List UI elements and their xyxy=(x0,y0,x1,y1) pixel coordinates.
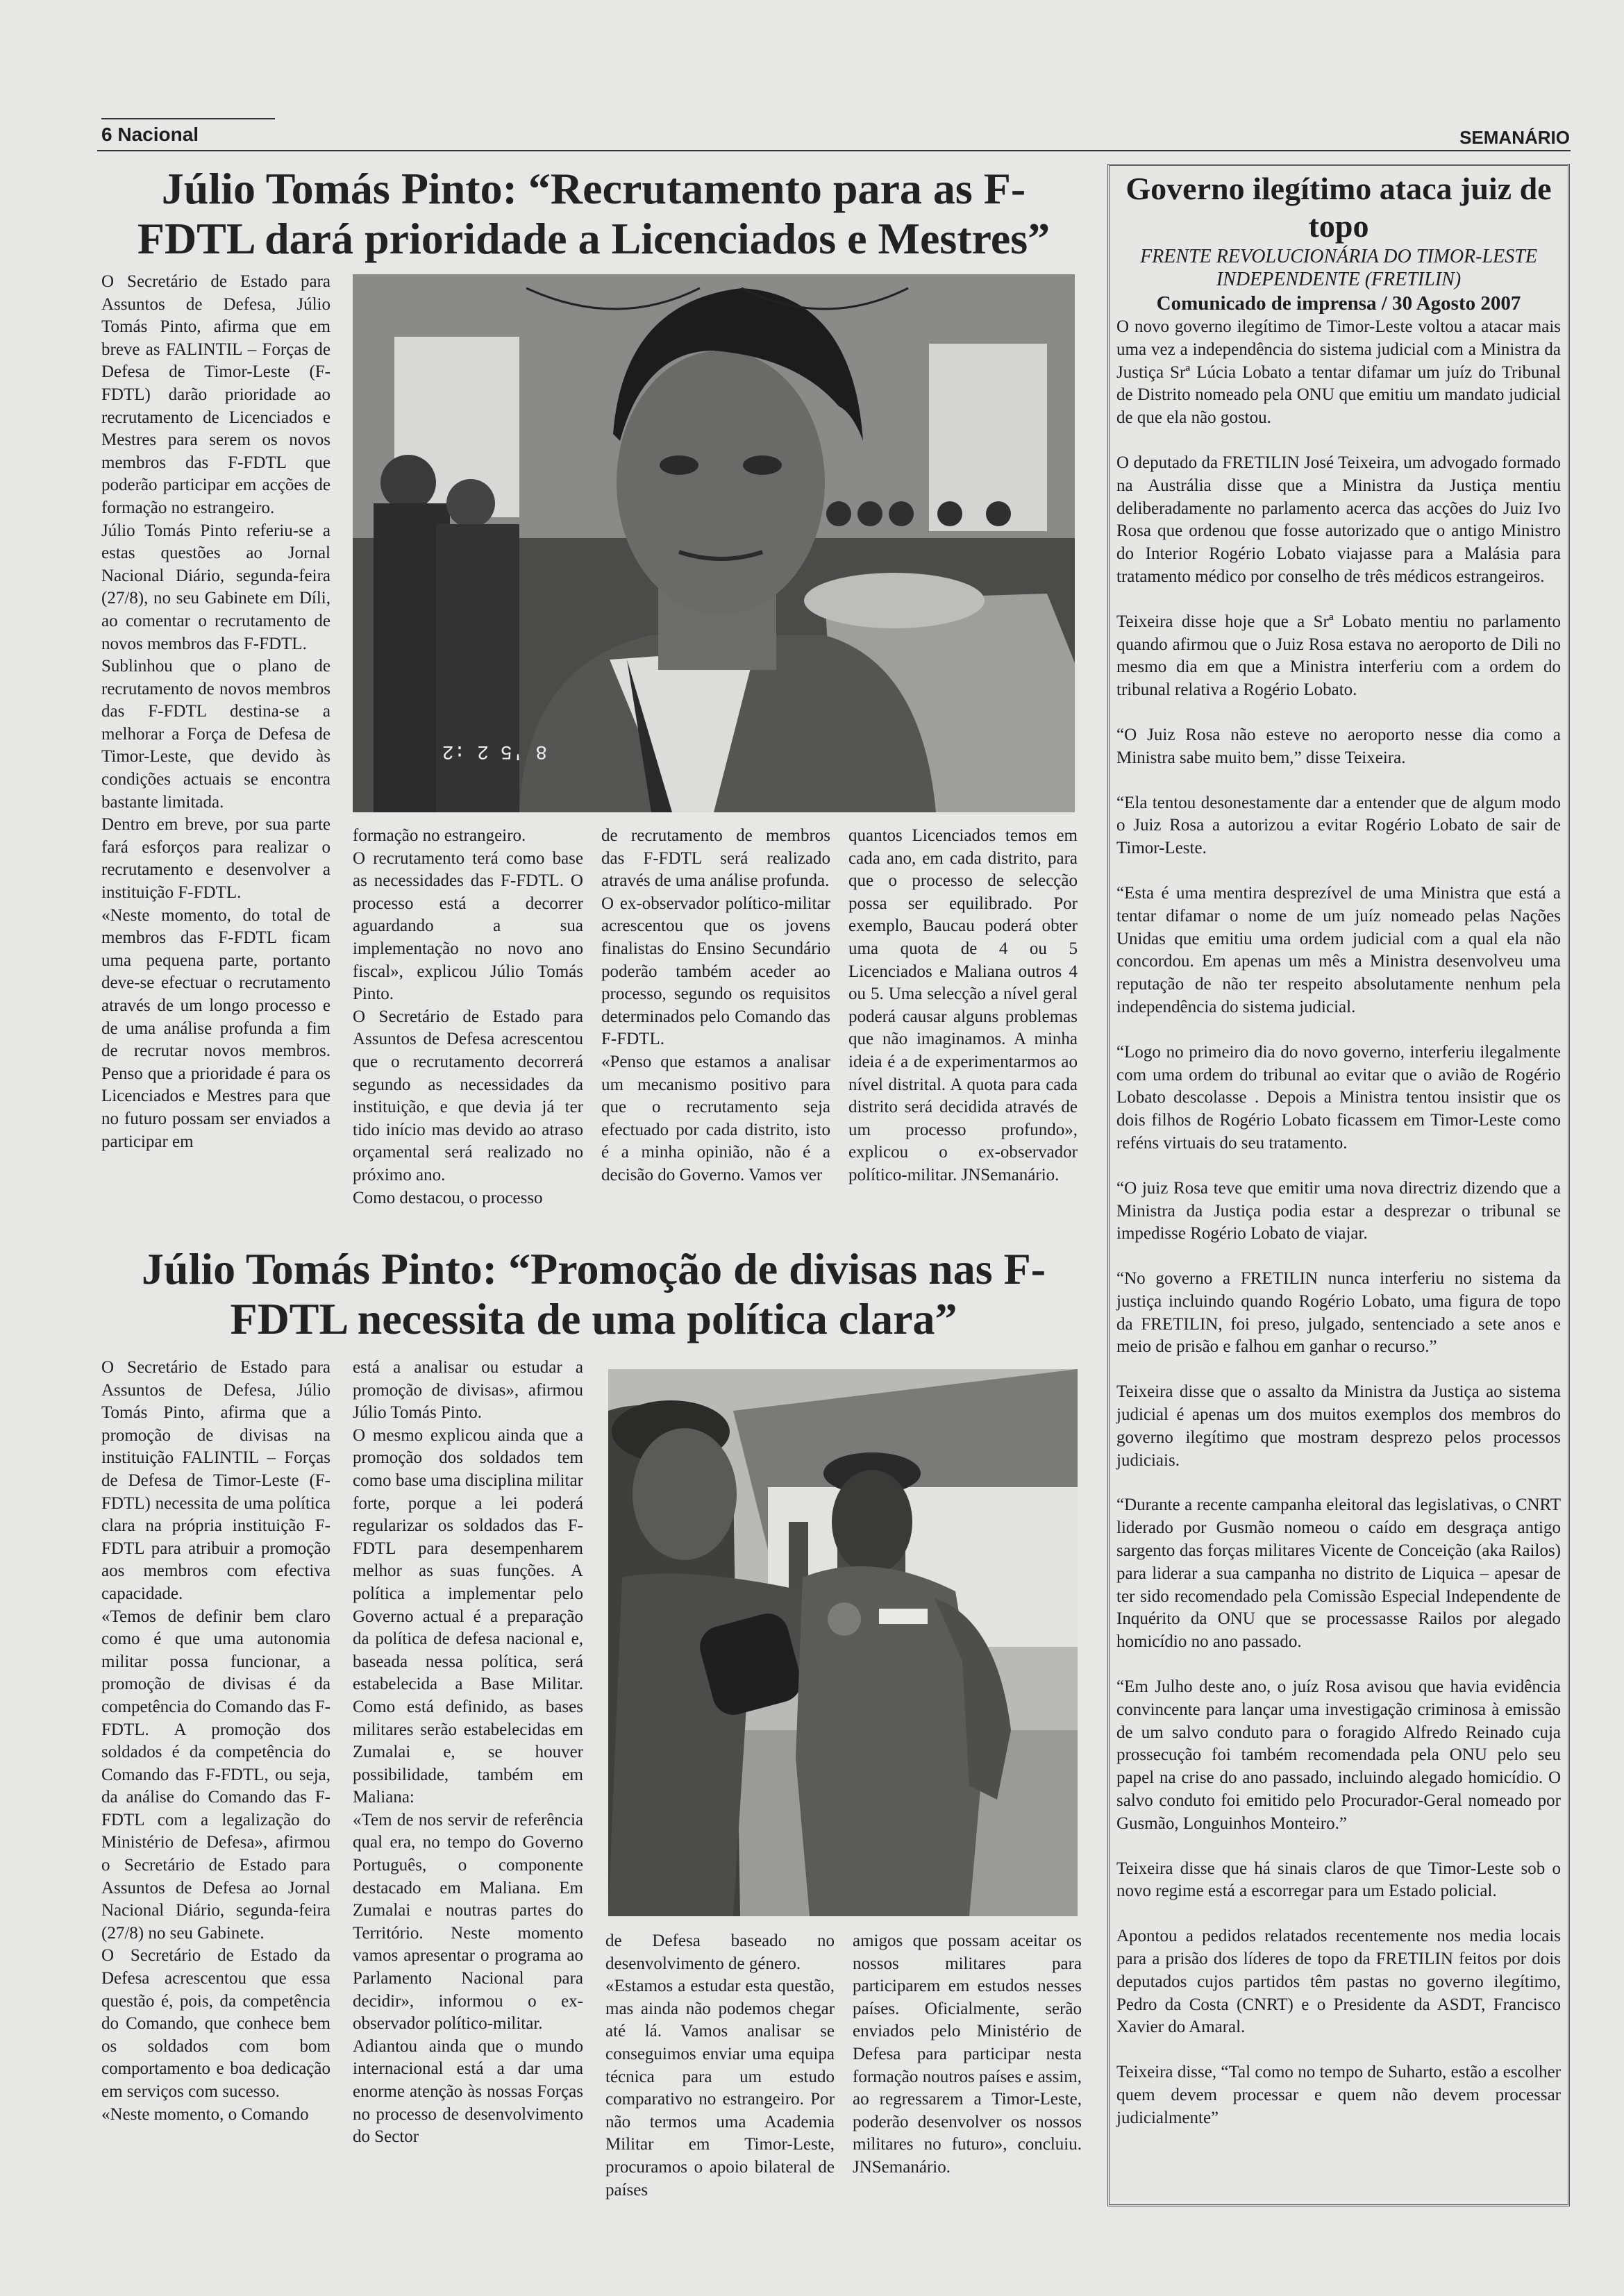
paragraph: Teixeira disse que há sinais claros de que Timor-Leste sob o novo regime está a escorregar para um Estado policial. xyxy=(1116,1859,1561,1901)
paragraph: «Estamos a estudar esta questão, mas ainda não podemos chegar até lá. Vamos analisar se conseguimos enviar uma equipa técnica para um estudo comparativo no estrangeiro. Por não termos uma Academia Militar em Timor-Leste, procuramos o apoio bilateral de países xyxy=(605,1977,835,2199)
paragraph: “No governo a FRETILIN nunca interferiu no sistema da justiça incluindo quando Rogério Lobato, uma figura de topo da FRETILIN, foi preso, julgado, sentenciado a sete anos e meio de prisão e falhou em ganhar o recurso.” xyxy=(1116,1269,1561,1357)
paragraph: formação no estrangeiro. xyxy=(353,826,526,845)
paragraph: Teixeira disse, “Tal como no tempo de Suharto, estão a escolher quem devem processar e quem não devem processar judicialmente” xyxy=(1116,2063,1561,2127)
paragraph: “Logo no primeiro dia do novo governo, interferiu ilegalmente com uma ordem do tribunal ao evitar que o avião de Rogério Lobato descolasse . Depois a Ministra tentou insistir que os dois filhos de Rogério Lobato ficassem em Timor-Leste como reféns virtuais do seu tratamento. xyxy=(1116,1042,1561,1153)
sidebar-date-line: Comunicado de imprensa / 30 Agosto 2007 xyxy=(1156,292,1521,315)
portrait-photo-image xyxy=(353,274,1075,812)
paragraph: “Durante a recente campanha eleitoral das legislativas, o CNRT liderado por Gusmão nomeou o caído em desgraça antigo sargento das forças militares Vicente de Conceição (aka Railos) para liderar a sua campanha no distrito de Liquica – apesar de ter sido recomendado pela Comissão Especial Independente de Inquérito da ONU que se processasse Railos por alegado homicídio no ano passado. xyxy=(1116,1495,1561,1652)
paragraph: «Neste momento, do total de membros das F-FDTL ficam uma pequena parte, portanto deve-se efectuar o recrutamento através de um longo processo e de uma análise profunda a fim de recrutar novos membros. Penso que a prioridade é para os Licenciados e Mestres para que no futuro possam ser enviados a participar em xyxy=(101,905,330,1151)
paragraph: “Esta é uma mentira desprezível de uma Ministra que está a tentar difamar o nome de um juíz nomeado pelas Nações Unidas que emitiu uma ordem judicial com a qual ela não concordou. Em apenas um mês a Ministra desenvolveu uma reputação de não ter respeito absolutamente nenhum pela independência do sistema judicial. xyxy=(1116,883,1561,1016)
paragraph: está a analisar ou estudar a promoção de divisas», afirmou Júlio Tomás Pinto. xyxy=(353,1358,583,1423)
paragraph: Teixeira disse hoje que a Srª Lobato mentiu no parlamento quando afirmou que o Juiz Rosa estava no aeroporto de Dili no mesmo dia em que a Ministra interferiu com a ordem do tribunal relativa a Rogério Lobato. xyxy=(1116,612,1561,700)
header-short-rule xyxy=(101,118,275,119)
article1-column-2 xyxy=(353,825,583,1241)
paragraph: «Temos de definir bem claro como é que uma autonomia militar possa funcionar, a promoção de divisas é da competência do Comando das F-FDTL. A promoção dos soldados é da competência do Comando das F-FDTL, ou seja, da análise do Comando das F-FDTL com a legalização do Ministério de Defesa», afirmou o Secretário de Estado para Assuntos de Defesa ao Jornal Nacional Diário, segunda-feira (27/8) no seu Gabinete. xyxy=(101,1607,330,1943)
paragraph: Júlio Tomás Pinto referiu-se a estas questões ao Jornal Nacional Diário, segunda-feira (27/8), no seu Gabinete em Díli, ao comentar o recrutamento de novos membros das F-FDTL. xyxy=(101,521,330,653)
article1-column-4 xyxy=(848,825,1078,1241)
paragraph: Dentro em breve, por sua parte fará esforços para realizar o recrutamento e desenvolver a instituição F-FDTL. xyxy=(101,815,330,903)
press-release-sidebar xyxy=(1107,164,1570,2206)
article2-column-1 xyxy=(101,1357,330,2211)
article2-headline: Júlio Tomás Pinto: “Promoção de divisas nas F-FDTL necessita de uma política clara” xyxy=(141,1244,1046,1343)
article1-column-1 xyxy=(101,271,330,1236)
paragraph: «Tem de nos servir de referência qual era, no tempo do Governo Português, o componente destacado em Maliana. Em Zumalai e noutras partes do Território. Neste momento vamos apresentar o programa ao Parlamento Nacional para decidir», informou o ex-observador político-militar. xyxy=(353,1810,583,2034)
article2-column-4 xyxy=(853,1930,1082,2208)
page-section-label: 6 Nacional xyxy=(101,124,199,145)
sidebar-body xyxy=(1116,316,1561,2130)
sidebar-organization: FRENTE REVOLUCIONÁRIA DO TIMOR-LESTE INDEPENDENTE (FRETILIN) xyxy=(1140,246,1537,290)
paragraph: Como destacou, o processo xyxy=(353,1188,543,1207)
paragraph: Sublinhou que o plano de recrutamento de novos membros das F-FDTL destina-se a melhorar a Força de Defesa de Timor-Leste, que devido às condições actuais se encontra bastante limitada. xyxy=(101,657,330,812)
paragraph: «Neste momento, o Comando xyxy=(101,2104,309,2124)
paragraph: “O Juiz Rosa não esteve no aeroporto nesse dia como a Ministra sabe muito bem,” disse Teixeira. xyxy=(1116,725,1561,767)
paragraph: O Secretário de Estado para Assuntos de Defesa, Júlio Tomás Pinto, afirma que em breve as FALINTIL – Forças de Defesa de Timor-Leste (F-FDTL) darão prioridade ao recrutamento de Licenciados e Mestres para serem os novos membros das F-FDTL que poderão participar em acções de formação no estrangeiro. xyxy=(101,272,330,517)
newspaper-brand: SEMANÁRIO xyxy=(1459,127,1570,148)
paragraph: de Defesa baseado no desenvolvimento de género. xyxy=(605,1932,835,1973)
article2-photo xyxy=(608,1369,1078,1916)
sidebar-title: Governo ilegítimo ataca juiz de topo xyxy=(1125,171,1552,244)
paragraph: amigos que possam aceitar os nossos militares para participarem em estudos nesses países. Oficialmente, serão enviados pelo Ministério de Defesa para participar nesta formação noutros países e assim, ao regressarem a Timor-Leste, poderão desenvolver os nossos militares no futuro», concluiu. JNSemanário. xyxy=(853,1932,1082,2177)
paragraph: O deputado da FRETILIN José Teixeira, um advogado formado na Austrália disse que a Ministra da Justiça mentiu deliberadamente no parlamento acerca das acções do Juiz Ivo Rosa que ordenou que fosse autorizado que o antigo Ministro do Interior Rogério Lobato viajasse para a Malásia para tratamento médico por conselho de três médicos estrangeiros. xyxy=(1116,453,1561,586)
paragraph: O mesmo explicou ainda que a promoção dos soldados tem como base uma disciplina militar forte, porque a lei poderá regularizar os soldados das F-FDTL para desempenharem melhor as suas funções. A política a implementar pelo Governo actual é a preparação da política de defesa nacional e, baseada nessa política, será estabelecida a Base Militar. Como está definido, as bases militares serão estabelecidas em Zumalai e, se houver possibilidade, também em Maliana: xyxy=(353,1425,583,1807)
paragraph: O Secretário de Estado da Defesa acrescentou que essa questão é, pois, da competência do Comando, que conhece bem os soldados com bom comportamento e boa dedicação em serviços com sucesso. xyxy=(101,1946,330,2101)
soldiers-photo-image xyxy=(608,1369,1078,1916)
article2-column-3 xyxy=(605,1930,835,2208)
article2-column-2 xyxy=(353,1357,583,2211)
paragraph: O ex-observador político-militar acrescentou que os jovens finalistas do Ensino Secundário poderão também aceder ao processo, segundo os requisitos determinados pelo Comando das F-FDTL. xyxy=(601,894,830,1049)
photo-date-stamp: 8 '5 2 :2 xyxy=(442,740,547,762)
paragraph: Teixeira disse que o assalto da Ministra da Justiça ao sistema judicial é apenas um dos muitos exemplos dos membros do governo ilegítimo que mostram desprezo pelos processos judiciais. xyxy=(1116,1382,1561,1470)
paragraph: «Penso que estamos a analisar um mecanismo positivo para que o recrutamento seja efectuado por cada distrito, isto é a minha opinião, não é a decisão do Governo. Vamos ver xyxy=(601,1052,830,1184)
paragraph: O Secretário de Estado para Assuntos de Defesa acrescentou que o recrutamento decorrerá segundo as necessidades da instituição, e que devia já ter tido início mas devido ao atraso orçamental será realizado no próximo ano. xyxy=(353,1007,583,1184)
paragraph: O Secretário de Estado para Assuntos de Defesa, Júlio Tomás Pinto, afirma que a promoção de divisas na instituição FALINTIL – Forças de Defesa de Timor-Leste (F-FDTL) necessita de uma política clara na própria instituição F-FDTL para atribuir a promoção aos membros com efectiva capacidade. xyxy=(101,1358,330,1603)
article1-headline: Júlio Tomás Pinto: “Recrutamento para as F-FDTL dará prioridade a Licenciados e Mestres” xyxy=(137,164,1050,263)
paragraph: “O juiz Rosa teve que emitir uma nova directriz dizendo que a Ministra da Justiça podia estar a desprezar o tribunal se impedisse Rogério Lobato de viajar. xyxy=(1116,1178,1561,1243)
paragraph: Apontou a pedidos relatados recentemente nos media locais para a prisão dos líderes de topo da FRETILIN feitos por dois deputados cujos partidos têm pastas no governo ilegítimo, Pedro da Costa (CNRT) e o Presidente da ASDT, Francisco Xavier do Amaral. xyxy=(1116,1927,1561,2037)
paragraph: “Em Julho deste ano, o juíz Rosa avisou que havia evidência convincente para lançar uma investigação criminosa à emissão de um salvo conduto para o foragido Alfredo Reinado cuja prossecução foi também recomendada pela ONU pelo seu papel na crise do ano passado, incluindo alegado homicídio. O salvo conduto foi emitido pelo Procurador-Geral nomeado por Gusmão, Longuinhos Monteiro.” xyxy=(1116,1677,1561,1833)
paragraph: O recrutamento terá como base as necessidades das F-FDTL. O processo está a decorrer aguardando a sua implementação no novo ano fiscal», explicou Júlio Tomás Pinto. xyxy=(353,848,583,1004)
paragraph: quantos Licenciados temos em cada ano, em cada distrito, para que o processo de selecção possa ser equilibrado. Por exemplo, Baucau poderá obter uma quota de 4 ou 5 Licenciados e Maliana outros 4 ou 5. Uma selecção a nível geral poderá causar alguns problemas que não imaginamos. A minha ideia é a de experimentarmos ao nível distrital. A quota para cada distrito será decidida através de um processo profundo», explicou o ex-observador político-militar. JNSemanário. xyxy=(848,826,1078,1184)
article1-column-3 xyxy=(601,825,830,1241)
article1-photo xyxy=(353,274,1075,812)
paragraph: “Ela tentou desonestamente dar a entender que de algum modo o Juiz Rosa a autorizou a evitar Rogério Lobato de sair de Timor-Leste. xyxy=(1116,793,1561,858)
paragraph: Adiantou ainda que o mundo internacional está a dar uma enorme atenção às nossas Forças no processo de desenvolvimento do Sector xyxy=(353,2036,583,2147)
header-rule xyxy=(97,150,1571,151)
paragraph: de recrutamento de membros das F-FDTL será realizado através de uma análise profunda. xyxy=(601,826,830,891)
paragraph: O novo governo ilegítimo de Timor-Leste voltou a atacar mais uma vez a independência do sistema judicial com a Ministra da Justiça Srª Lúcia Lobato a tentar difamar um juíz do Tribunal de Distrito nomeado pela ONU que emitiu um mandato judicial de que ela não gostou. xyxy=(1116,317,1561,428)
